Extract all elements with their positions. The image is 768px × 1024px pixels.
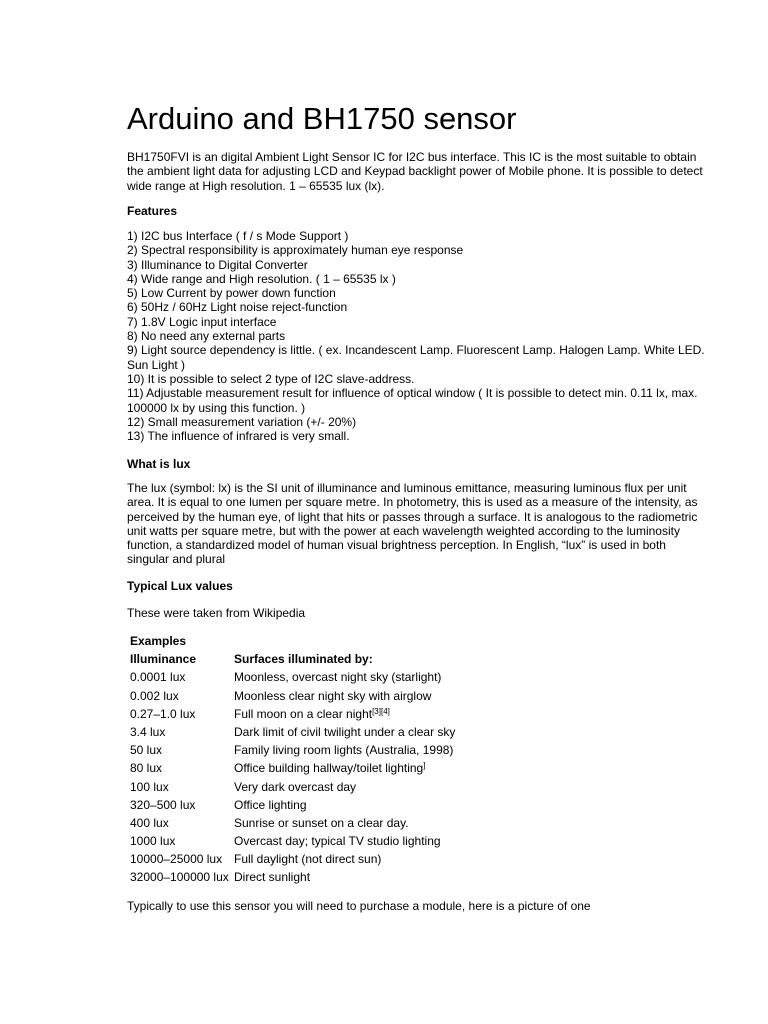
- table-row: [130, 850, 494, 868]
- table-row: [130, 814, 494, 832]
- illuminance-cell: 3.4 lux: [130, 724, 166, 739]
- table-header-illuminance: Illuminance: [130, 652, 197, 667]
- closing-paragraph: Typically to use this sensor you will need to purchase a module, here is a picture of one: [127, 899, 591, 913]
- table-row: [130, 705, 494, 723]
- table-caption: Examples: [130, 634, 187, 648]
- table-row: [130, 687, 494, 705]
- intro-paragraph: BH1750FVI is an digital Ambient Light Sensor IC for I2C bus interface. This IC is the most suitable to obtain the ambient light data for adjusting LCD and Keypad backlight power of Mobile phone. It is possible to detect wide range at High resolution. 1 – 65535 lux (lx).: [127, 150, 703, 193]
- feature-item: 1) I2C bus Interface ( f / s Mode Support ): [127, 229, 349, 243]
- surface-cell: [234, 778, 494, 796]
- illuminance-cell: 1000 lux: [130, 834, 176, 849]
- illuminance-cell: 320–500 lux: [130, 797, 196, 812]
- surface-cell: [234, 796, 494, 814]
- illuminance-cell: 0.0001 lux: [130, 670, 186, 685]
- table-header-surfaces: Surfaces illuminated by:: [234, 652, 373, 667]
- table-row: [130, 759, 494, 777]
- surface-cell: [234, 814, 494, 832]
- surface-text: Direct sunlight: [234, 870, 311, 885]
- surface-text: Moonless clear night sky with airglow: [234, 688, 432, 703]
- feature-item: 11) Adjustable measurement result for influence of optical window ( It is possible to detect min. 0.11 lx, max. 100000 lx by using this function. ): [127, 386, 698, 415]
- feature-item: 2) Spectral responsibility is approximately human eye response: [127, 243, 464, 258]
- illuminance-cell: 100 lux: [130, 779, 169, 794]
- table-row: [130, 778, 494, 796]
- feature-item: 3) Illuminance to Digital Converter: [127, 257, 308, 272]
- illuminance-cell: 32000–100000 lux: [130, 870, 229, 885]
- feature-item: 8) No need any external parts: [127, 329, 286, 344]
- surface-text: Overcast day; typical TV studio lighting: [234, 834, 441, 849]
- table-row: [130, 741, 494, 759]
- surface-text: Office lighting: [234, 797, 307, 812]
- surface-cell: [234, 668, 494, 686]
- feature-item: 13) The influence of infrared is very small.: [127, 429, 350, 444]
- lux-examples-table: [130, 632, 494, 887]
- features-list: [127, 229, 709, 443]
- typical-lux-source: These were taken from Wikipedia: [127, 606, 306, 620]
- table-row: [130, 868, 494, 886]
- illuminance-cell: 0.002 lux: [130, 688, 179, 703]
- feature-item: 6) 50Hz / 60Hz Light noise reject-function: [127, 300, 348, 315]
- feature-item: 9) Light source dependency is little. ( ex. Incandescent Lamp. Fluorescent Lamp. Halogen Lamp. White LED. Sun Light ): [127, 343, 705, 372]
- surface-text: Sunrise or sunset on a clear day.: [234, 815, 409, 830]
- illuminance-cell: 50 lux: [130, 743, 163, 758]
- surface-text: Dark limit of civil twilight under a clear sky: [234, 724, 456, 739]
- surface-text: Office building hallway/toilet lighting: [234, 761, 424, 776]
- typical-lux-heading: Typical Lux values: [127, 579, 233, 593]
- surface-text: Family living room lights (Australia, 1998): [234, 743, 454, 758]
- surface-text: Full daylight (not direct sun): [234, 852, 382, 867]
- feature-item: 4) Wide range and High resolution. ( 1 – 65535 lx ): [127, 271, 396, 286]
- illuminance-cell: 10000–25000 lux: [130, 852, 223, 867]
- page-title: Arduino and BH1750 sensor: [127, 101, 517, 136]
- table-row: [130, 723, 494, 741]
- feature-item: 10) It is possible to select 2 type of I2C slave-address.: [127, 371, 415, 386]
- lux-paragraph: The lux (symbol: lx) is the SI unit of illuminance and luminous emittance, measuring luminous flux per unit area. It is equal to one lumen per square metre. In photometry, this is used as a measure of the intensity, as perceived by the human eye, of light that hits or passes through a surface. It is analogous to the radiometric unit watts per square metre, but with the power at each wavelength weighted according to the luminosity function, a standardized model of human visual brightness perception. In English, “lux” is used in both singular and plural: [127, 481, 698, 567]
- table-caption-row: [130, 632, 494, 650]
- feature-item: 12) Small measurement variation (+/- 20%): [127, 414, 357, 429]
- illuminance-cell: 400 lux: [130, 815, 169, 830]
- surface-cell: [234, 759, 494, 777]
- surface-cell: [234, 705, 494, 723]
- table-row: [130, 668, 494, 686]
- illuminance-cell: 80 lux: [130, 761, 163, 776]
- table-body: [130, 668, 494, 886]
- surface-text: Very dark overcast day: [234, 779, 357, 794]
- illuminance-cell: 0.27–1.0 lux: [130, 706, 196, 721]
- surface-text: Full moon on a clear night: [234, 706, 373, 721]
- citation-superscript: [3][4]: [372, 706, 390, 716]
- feature-item: 5) Low Current by power down function: [127, 286, 336, 301]
- surface-text: Moonless, overcast night sky (starlight): [234, 670, 442, 685]
- table-header-row: [130, 650, 494, 668]
- surface-cell: [234, 850, 494, 868]
- surface-cell: [234, 868, 494, 886]
- table-row: [130, 796, 494, 814]
- surface-cell: [234, 687, 494, 705]
- lux-heading: What is lux: [127, 457, 191, 471]
- features-heading: Features: [127, 204, 178, 218]
- surface-cell: [234, 741, 494, 759]
- citation-superscript: ]: [423, 761, 426, 771]
- table-row: [130, 832, 494, 850]
- surface-cell: [234, 723, 494, 741]
- surface-cell: [234, 832, 494, 850]
- feature-item: 7) 1.8V Logic input interface: [127, 314, 277, 329]
